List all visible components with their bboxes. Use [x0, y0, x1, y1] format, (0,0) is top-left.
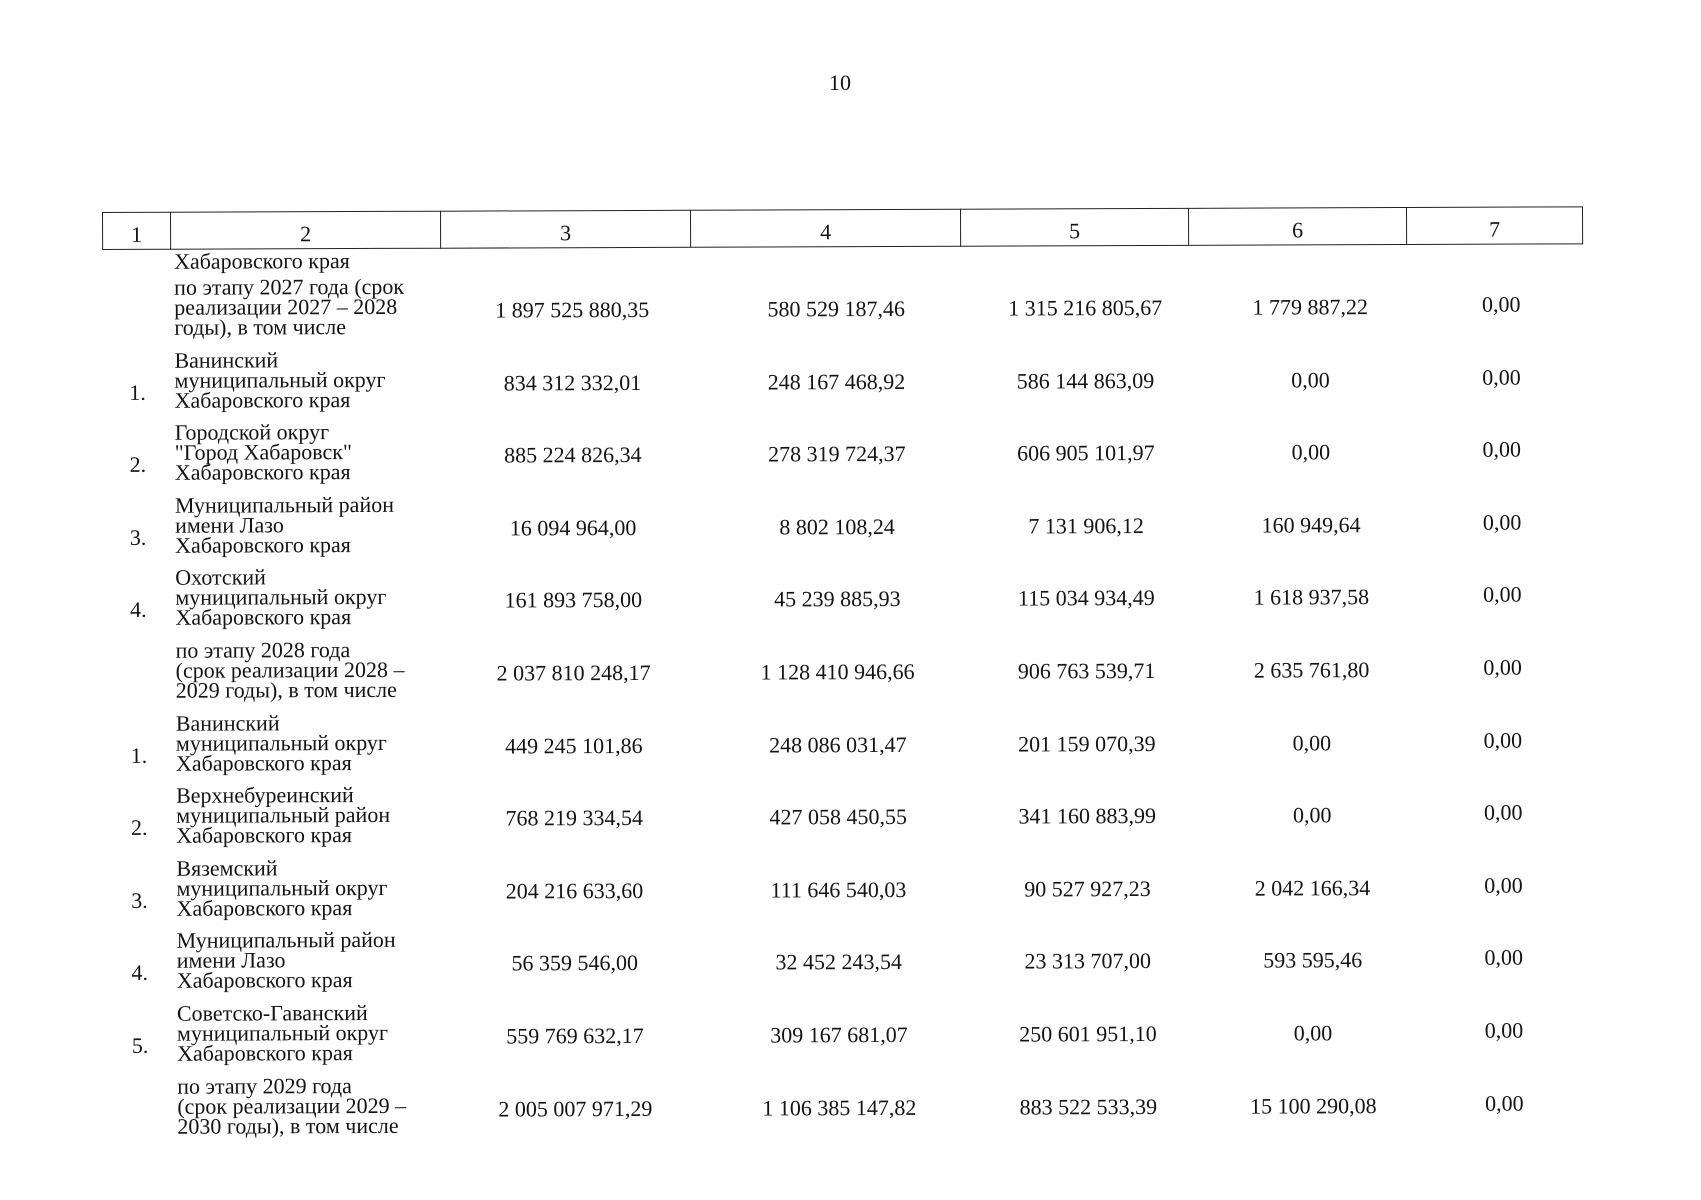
- amount-col-4: 309 167 681,07: [770, 1021, 908, 1048]
- row-name-line: "Город Хабаровск": [174, 439, 352, 465]
- table-row: [104, 708, 1584, 776]
- row-name-line: Хабаровского края: [176, 822, 353, 848]
- row-name-line: муниципальный округ: [175, 729, 387, 756]
- row-name-line: (срок реализации 2028 –: [175, 656, 405, 683]
- table-row: [105, 998, 1585, 1066]
- amount-col-5: 883 522 533,39: [1019, 1093, 1158, 1120]
- row-name-line: Муниципальный район: [176, 927, 396, 954]
- amount-total: 161 893 758,00: [504, 587, 643, 613]
- amount-col-6: 0,00: [1292, 729, 1332, 756]
- amount-col-4: 8 802 108,24: [779, 513, 895, 540]
- row-number: 2.: [129, 452, 147, 478]
- amount-col-5: 341 160 883,99: [1018, 803, 1156, 829]
- row-name-line: муниципальный округ: [176, 1019, 389, 1046]
- amount-total: 16 094 964,00: [509, 514, 637, 541]
- amount-col-5: 606 905 101,97: [1016, 440, 1155, 466]
- amount-col-6: 1 779 887,22: [1252, 294, 1369, 320]
- row-name-line: имени Лазо: [175, 512, 284, 538]
- row-name: [175, 564, 443, 631]
- amount-col-5: 90 527 927,23: [1024, 875, 1151, 902]
- amount-col-6: 2 042 166,34: [1254, 874, 1371, 901]
- header-row: [103, 207, 1583, 250]
- header-cell-4: 4: [690, 209, 960, 247]
- amount-col-7: 0,00: [1483, 654, 1522, 680]
- amount-col-7: 0,00: [1483, 727, 1523, 753]
- amount-col-7: 0,00: [1484, 944, 1524, 971]
- table-row: [103, 418, 1583, 485]
- amount-col-5: 7 131 906,12: [1028, 512, 1144, 539]
- row-name-line: муниципальный район: [176, 802, 391, 828]
- amount-col-4: 111 646 540,03: [770, 876, 907, 903]
- header-cell-1: 1: [103, 212, 171, 249]
- amount-col-5: 586 144 863,09: [1016, 367, 1155, 394]
- row-name-line: по этапу 2027 года (срок: [174, 273, 405, 300]
- amount-col-4: 45 239 885,93: [774, 586, 901, 612]
- table-row: [105, 1071, 1585, 1139]
- row-number: 5.: [131, 1032, 149, 1058]
- amount-col-7: 0,00: [1484, 872, 1523, 898]
- amount-col-5: 115 034 934,49: [1017, 585, 1155, 611]
- row-name-line: муниципальный округ: [174, 366, 386, 393]
- row-name-line: Хабаровского края: [174, 386, 351, 413]
- row-name-line: 2030 годы), в том числе: [177, 1112, 399, 1139]
- amount-total: 768 219 334,54: [505, 805, 643, 831]
- row-name-line: муниципальный округ: [175, 584, 387, 611]
- amount-total: 204 216 633,60: [505, 877, 644, 904]
- row-name-line: Охотский: [175, 564, 266, 591]
- row-name-line: Ванинский: [174, 346, 279, 373]
- row-number: 1.: [129, 379, 146, 405]
- amount-col-7: 0,00: [1482, 364, 1521, 390]
- amount-col-6: 160 949,64: [1261, 511, 1361, 538]
- amount-col-5: 201 159 070,39: [1018, 730, 1156, 757]
- row-name: [175, 709, 444, 776]
- amount-total: 56 359 546,00: [511, 950, 639, 976]
- table-row: [102, 272, 1582, 340]
- amount-col-6: 0,00: [1293, 1020, 1333, 1046]
- amount-total: 559 769 632,17: [506, 1022, 644, 1049]
- row-name-line: по этапу 2029 года: [177, 1072, 352, 1099]
- row-name-line: Хабаровского края: [176, 967, 353, 994]
- amount-col-4: 278 319 724,37: [767, 441, 906, 467]
- row-name-line: (срок реализации 2029 –: [177, 1092, 407, 1119]
- amount-col-4: 427 058 450,55: [769, 804, 907, 830]
- amount-col-6: 0,00: [1292, 802, 1332, 828]
- row-name: [177, 1072, 445, 1139]
- row-name-line: муниципальный округ: [176, 874, 388, 901]
- column-number-header: [102, 206, 1583, 250]
- row-name: [174, 419, 443, 485]
- row-name: [176, 782, 444, 848]
- amount-col-5: 906 763 539,71: [1017, 657, 1156, 684]
- amount-total: 449 245 101,86: [505, 732, 643, 759]
- amount-col-5: 250 601 951,10: [1019, 1020, 1157, 1047]
- header-cell-3: 3: [440, 210, 690, 248]
- row-number: 4.: [130, 597, 147, 623]
- row-name-line: Вяземский: [176, 855, 278, 881]
- amount-total: 2 005 007 971,29: [498, 1095, 653, 1122]
- table-row: [104, 781, 1584, 848]
- header-cell-5: 5: [960, 208, 1188, 246]
- table-row: [105, 926, 1585, 994]
- header-cell-7: 7: [1406, 207, 1582, 245]
- row-name-line: Хабаровского края: [176, 894, 353, 921]
- row-name-line: по этапу 2028 года: [175, 637, 351, 663]
- row-number: 1.: [130, 742, 148, 768]
- row-name-line: Ванинский: [175, 709, 280, 736]
- table-row: [104, 635, 1584, 703]
- row-number: 3.: [131, 887, 148, 913]
- row-name-line: Хабаровского края: [174, 459, 351, 485]
- amount-col-4: 1 128 410 946,66: [760, 658, 915, 685]
- amount-col-7: 0,00: [1483, 799, 1523, 825]
- row-name-line: Хабаровского края: [175, 604, 352, 631]
- amount-col-6: 1 618 937,58: [1253, 584, 1370, 610]
- row-name: [174, 346, 442, 413]
- amount-total: 2 037 810 248,17: [496, 659, 651, 686]
- amount-col-7: 0,00: [1484, 1017, 1524, 1043]
- row-number: 4.: [131, 960, 149, 986]
- header-cell-2: 2: [171, 211, 441, 249]
- amount-col-6: 0,00: [1291, 366, 1330, 393]
- table-row: [103, 563, 1583, 631]
- row-name: [176, 855, 444, 921]
- row-name-line: Верхнебуреинский: [176, 782, 354, 808]
- amount-col-5: 23 313 707,00: [1024, 948, 1152, 974]
- amount-col-4: 1 106 385 147,82: [762, 1094, 917, 1121]
- row-name-line: годы), в том числе: [174, 314, 347, 340]
- amount-col-4: 248 086 031,47: [769, 731, 907, 758]
- row-name-line: Советско-Гаванский: [176, 999, 368, 1026]
- row-name-line: Хабаровского края: [177, 1040, 353, 1066]
- page-number: 10: [829, 70, 851, 95]
- row-name: [176, 999, 445, 1066]
- row-number: 2.: [130, 815, 148, 841]
- row-name-line: Хабаровского края: [175, 531, 351, 558]
- amount-col-6: 2 635 761,80: [1253, 657, 1370, 683]
- amount-col-7: 0,00: [1483, 581, 1522, 608]
- row-name-line: 2029 годы), в том числе: [175, 676, 397, 703]
- amount-col-7: 0,00: [1482, 509, 1522, 535]
- amount-col-4: 580 529 187,46: [767, 295, 906, 322]
- amount-col-4: 248 167 468,92: [767, 368, 906, 395]
- amount-col-5: 1 315 216 805,67: [1008, 294, 1163, 321]
- row-name-line: реализации 2027 – 2028: [174, 293, 398, 320]
- amount-col-7: 0,00: [1484, 1090, 1524, 1116]
- row-name-line: Хабаровского края: [175, 749, 352, 776]
- amount-col-7: 0,00: [1481, 291, 1521, 317]
- table-row: [104, 853, 1584, 921]
- table-row: [102, 345, 1582, 413]
- row-name: [174, 273, 442, 340]
- amount-total: 885 224 826,34: [503, 442, 642, 468]
- amount-total: 834 312 332,01: [503, 369, 642, 396]
- amount-col-7: 0,00: [1482, 436, 1522, 462]
- table-row: [103, 490, 1583, 558]
- row-name: [174, 491, 443, 558]
- row-name-line: Городской округ: [174, 419, 330, 445]
- amount-total: 1 897 525 880,35: [495, 296, 650, 323]
- row-name: [176, 927, 445, 994]
- row-number: 3.: [129, 524, 147, 550]
- amount-col-6: 15 100 290,08: [1249, 1092, 1377, 1119]
- amount-col-6: 593 595,46: [1263, 947, 1363, 973]
- row-name: [175, 637, 444, 703]
- row-name-line: имени Лазо: [176, 947, 286, 974]
- amount-col-6: 0,00: [1291, 439, 1331, 465]
- header-cell-6: 6: [1188, 207, 1406, 245]
- amount-col-4: 32 452 243,54: [775, 949, 903, 975]
- continuation-text: Хабаровского края: [173, 248, 350, 274]
- row-name-line: Муниципальный район: [174, 491, 395, 518]
